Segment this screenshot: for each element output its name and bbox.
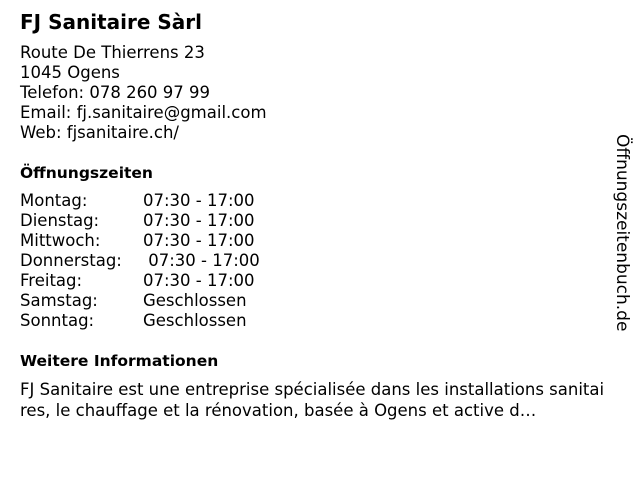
further-info-text: FJ Sanitaire est une entreprise spécialisée dans les installations sanitaires, le chauffage et la rénovation, basée à Ogens et active d…: [20, 380, 605, 420]
hours-day: Mittwoch:: [20, 231, 101, 250]
hours-time: 07:30 - 17:00: [143, 271, 255, 290]
hours-row-friday: [20, 271, 610, 291]
hours-time: Geschlossen: [143, 311, 247, 330]
website-line: Web: fjsanitaire.ch/: [20, 123, 179, 142]
hours-row-saturday: [20, 291, 610, 311]
email-line: Email: fj.sanitaire@gmail.com: [20, 103, 267, 122]
hours-time: 07:30 - 17:00: [143, 211, 255, 230]
hours-day: Dienstag:: [20, 211, 100, 230]
opening-hours-heading: Öffnungszeiten: [20, 164, 153, 182]
hours-time: 07:30 - 17:00: [143, 191, 255, 210]
address-street: Route De Thierrens 23: [20, 43, 205, 62]
hours-day: Donnerstag:: [20, 251, 122, 270]
business-card: [20, 10, 610, 421]
hours-row-sunday: [20, 311, 610, 331]
further-info-heading: Weitere Informationen: [20, 352, 219, 370]
phone-line: Telefon: 078 260 97 99: [20, 83, 211, 102]
hours-row-tuesday: [20, 211, 610, 231]
hours-day: Freitag:: [20, 271, 83, 290]
hours-day: Montag:: [20, 191, 88, 210]
contact-block: [20, 43, 610, 143]
hours-row-monday: [20, 191, 610, 211]
opening-hours-table: [20, 191, 610, 331]
hours-day: Sonntag:: [20, 311, 95, 330]
hours-row-wednesday: [20, 231, 610, 251]
hours-row-thursday: [20, 251, 610, 271]
hours-time: Geschlossen: [143, 291, 247, 310]
site-watermark: Öffnungszeitenbuch.de: [612, 134, 632, 332]
hours-time: 07:30 - 17:00: [143, 251, 260, 270]
hours-time: 07:30 - 17:00: [143, 231, 255, 250]
address-city: 1045 Ogens: [20, 63, 120, 82]
hours-day: Samstag:: [20, 291, 98, 310]
business-name: FJ Sanitaire Sàrl: [20, 10, 202, 34]
